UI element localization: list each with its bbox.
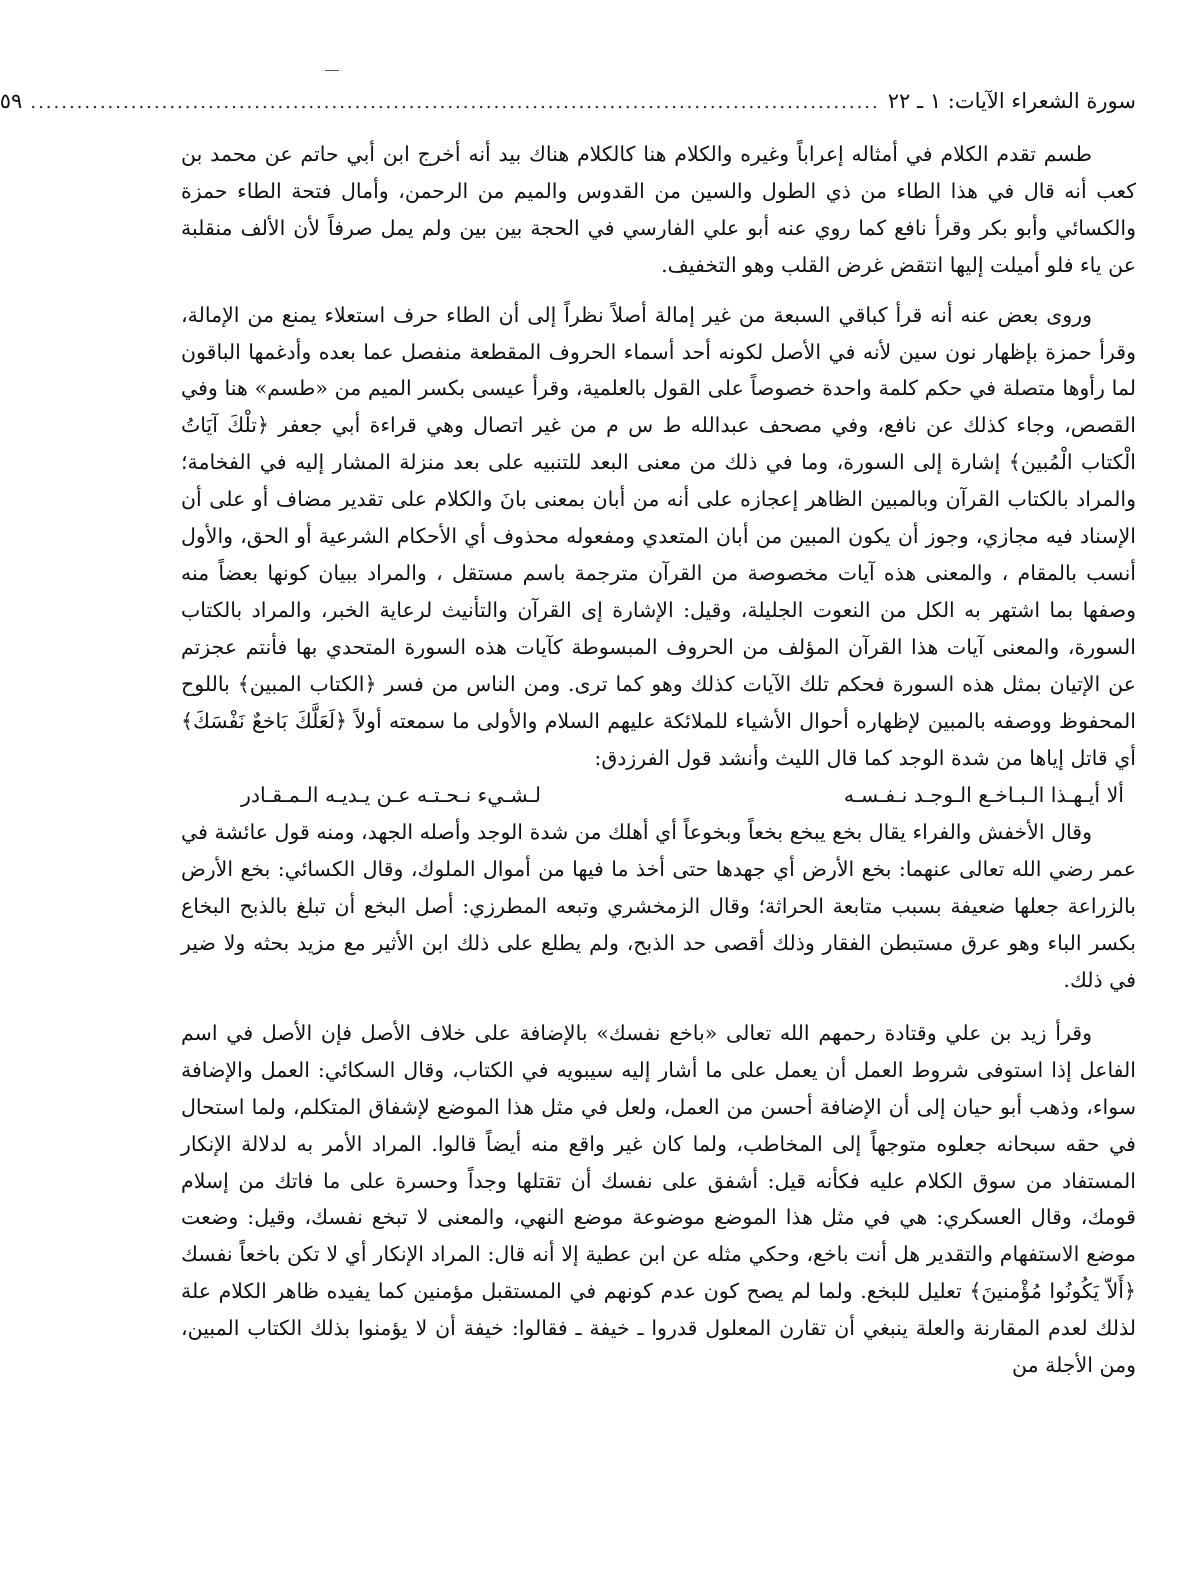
paragraph-4: وقرأ زيد بن علي وقتادة رحمهم الله تعالى «باخع نفسك» بالإضافة على خلاف الأصل فإن الأصل في اسم الفاعل إذا استوفى شروط العمل أن يعمل على ما أشار إليه سيبويه في الكتاب، وقال السكائي: العمل والإضافة سواء، وذهب أبو حيان إلى أن الإضافة أحسن من العمل، ولعل في مثل هذا الموضع لإشفاق المتكلم، ولما استحال في حقه سبحانه جعلوه متوجهاً إلى المخاطب، ولما كان غير واقع منه أيضاً قالوا. المراد الأمر به لدلالة الإنكار المستفاد من سوق الكلام عليه فكأنه قيل: أشفق على نفسك أن تقتلها وجداً وحسرة على ما فاتك من إسلام قومك، وقال العسكري: هي في مثل هذا الموضع موضوعة موضع النهي، والمعنى لا تبخع نفسك، وقيل: وضعت موضع الاستفهام والتقدير هل أنت باخع، وحكي مثله عن ابن عطية إلا أنه قال: المراد الإنكار أي لا تكن باخعاً نفسك ﴿أَلاّ يَكُونُوا مُؤْمنينَ﴾ تعليل للبخع. ولما لم يصح كون عدم كونهم في المستقبل مؤمنين كما يفيده ظاهر الكلام علة لذلك لعدم المقارنة والعلة ينبغي أن تقارن المعلول قدروا ـ خيفة ـ فقالوا: خيفة أن لا يؤمنوا بذلك الكتاب المبين، ومن الأجلة من	[181, 1020, 1136, 1378]
page-body	[181, 136, 1136, 1384]
page	[0, 60, 1136, 1397]
header-dot-leader: ..............................................................................................................	[30, 92, 880, 113]
page-number: ٥٩	[0, 89, 23, 113]
running-header	[0, 84, 1136, 120]
paragraph-1: طسم تقدم الكلام في أمثاله إعراباً وغيره والكلام هنا كالكلام هناك بيد أنه أخرج ابن أبي حاتم عن محمد بن كعب أنه قال في هذا الطاء من ذي الطول والسين من القدوس والميم من الرحمن، وأمال فتحة الطاء حمزة والكسائي وأبو بكر وقرأ نافع كما روي عنه أبو علي الفارسي في الحجة بين بين ولم يمل صرفاً لأن الألف منقلبة عن ياء فلو أميلت إليها انتقض غرض القلب وهو التخفيف.	[181, 142, 1136, 277]
paragraph-3: وقال الأخفش والفراء يقال بخع يبخع بخعاً وبخوعاً أي أهلك من شدة الوجد وأصله الجهد، ومنه قول عائشة في عمر رضي الله تعالى عنهما: بخع الأرض أي جهدها حتى أخذ ما فيها من أموال الملوك، وقال الكسائي: بخع الأرض بالزراعة جعلها ضعيفة بسبب متابعة الحراثة؛ وقال الزمخشري وتبعه المطرزي: أصل البخع أن تبلغ بالذبح البخاع بكسر الباء وهو عرق مستبطن الفقار وذلك أقصى حد الذبح، ولم يطلع على ذلك ابن الأثير مع مزيد بحثه ولا ضير في ذلك.	[181, 820, 1136, 993]
paragraph-2: وروى بعض عنه أنه قرأ كباقي السبعة من غير إمالة أصلاً نظراً إلى أن الطاء حرف استعلاء يمنع من الإمالة، وقرأ حمزة بإظهار نون سين لأنه في الأصل لكونه أحد أسماء الحروف المقطعة منفصل عما بعده وأدغمها الباقون لما رأوها متصلة في حكم كلمة واحدة خصوصاً على القول بالعلمية، وقرأ عيسى بكسر الميم من «طسم» هنا وفي القصص، وجاء كذلك عن نافع، وفي مصحف عبدالله ط س م من غير اتصال وهي قراءة أبي جعفر ﴿تلْكَ آيَاتُ الْكتاب الْمُبين﴾ إشارة إلى السورة، وما في ذلك من معنى البعد للتنبيه على بعد منزلة المشار إليه في الفخامة؛ والمراد بالكتاب القرآن وبالمبين الظاهر إعجازه على أنه من أبان بمعنى بانَ والكلام على تقدير مضاف أو على أن الإسناد فيه مجازي، وجوز أن يكون المبين من أبان المتعدي ومفعوله محذوف أي الأحكام الشرعية أو الحق، والأول أنسب بالمقام ، والمعنى هذه آيات مخصوصة من القرآن مترجمة باسم مستقل ، والمراد ببيان كونها بعضاً منه وصفها بما اشتهر به الكل من النعوت الجليلة، وقيل: الإشارة إى القرآن والتأنيث لرعاية الخبر، والمراد بالكتاب السورة، والمعنى آيات هذا القرآن المؤلف من الحروف المبسوطة كآيات هذه السورة المتحدي بها فأنتم عجزتم عن الإتيان بمثل هذه السورة فحكم تلك الآيات كذلك وهو كما ترى. ومن الناس من فسر ﴿الكتاب المبين﴾ باللوح المحفوظ ووصفه بالمبين لإظهاره أحوال الأشياء للملائكة عليهم السلام والأولى ما سمعته أولاً ﴿لَعَلَّكَ بَاخعٌ نَفْسَكَ﴾ أي قاتل إياها من شدة الوجد كما قال الليث وأنشد قول الفرزدق:	[181, 302, 1136, 770]
verse-first-hemistich: ألا أيـهـذا الـبـاخـع الـوجـد نـفـسـه	[843, 783, 1124, 808]
poetry-verse	[241, 776, 1124, 814]
verse-second-hemistich: لـشـيء نـحـتـه عـن يـديـه الـمـقـادر	[241, 783, 541, 808]
header-title: سورة الشعراء الآيات: ١ ـ ٢٢	[887, 89, 1136, 113]
